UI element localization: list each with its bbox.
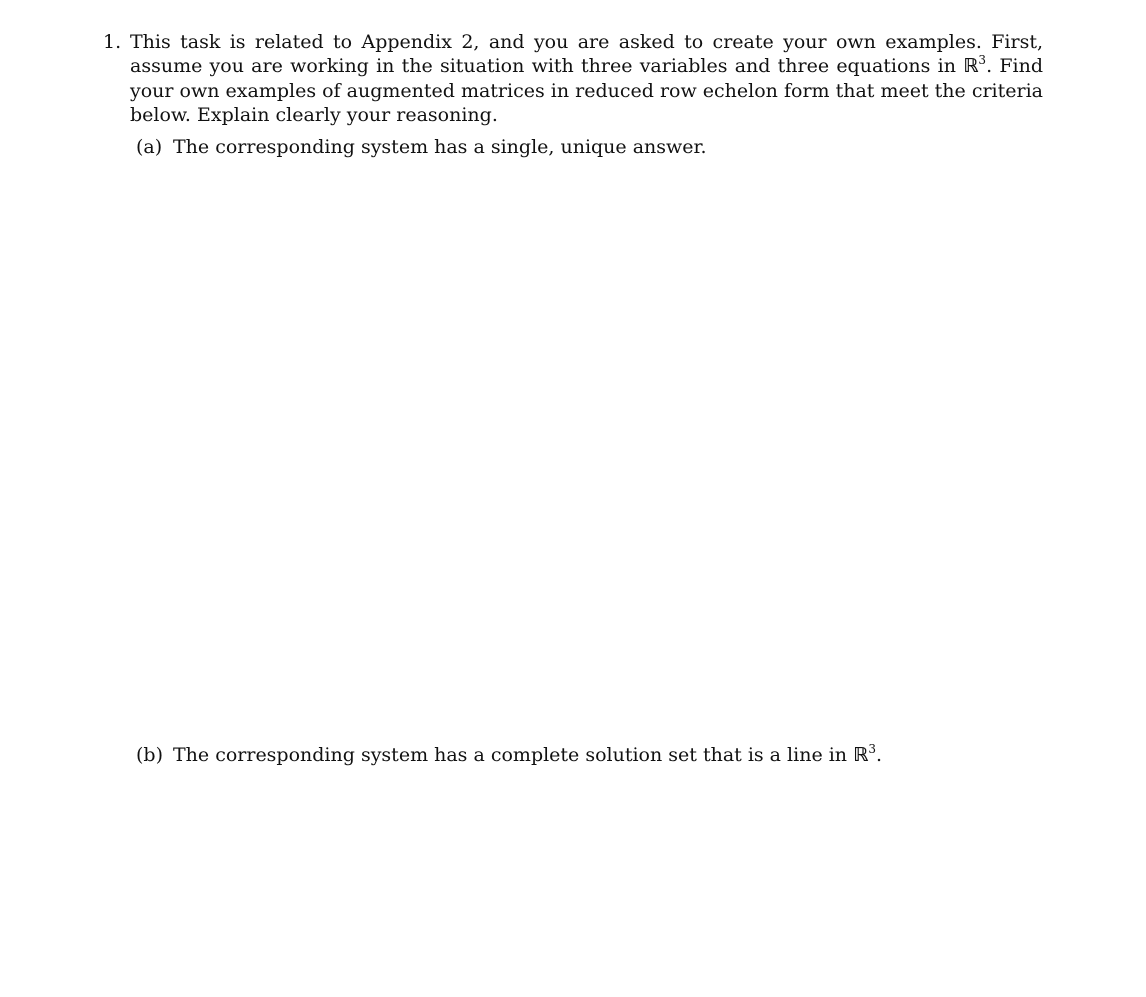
part-b-space-exponent: 3 xyxy=(868,742,876,756)
real-space-exponent: 3 xyxy=(978,53,987,68)
part-b-suffix: . xyxy=(875,744,882,766)
part-a-text: The corresponding system has a single, unique answer. xyxy=(173,136,707,158)
question-prompt xyxy=(130,30,1043,127)
part-b-label: (b) xyxy=(136,744,163,766)
question-number: 1. xyxy=(103,31,122,53)
part-b-space-symbol: ℝ xyxy=(853,744,869,766)
question-text-before: This task is related to Appendix 2, and you are asked to create your own examples. First, assume you are working in the situation with three variables and three equations in xyxy=(130,31,1043,78)
part-b-text: The corresponding system has a complete solution set that is a line in xyxy=(173,744,854,766)
real-space-symbol: ℝ xyxy=(963,55,979,78)
part-a xyxy=(136,135,707,159)
question-text-after: . Find your own examples of augmented matrices in reduced row echelon form that meet the criteria below. Explain clearly your reasoning. xyxy=(130,55,1043,126)
part-b xyxy=(136,743,882,767)
part-a-label: (a) xyxy=(136,136,163,158)
